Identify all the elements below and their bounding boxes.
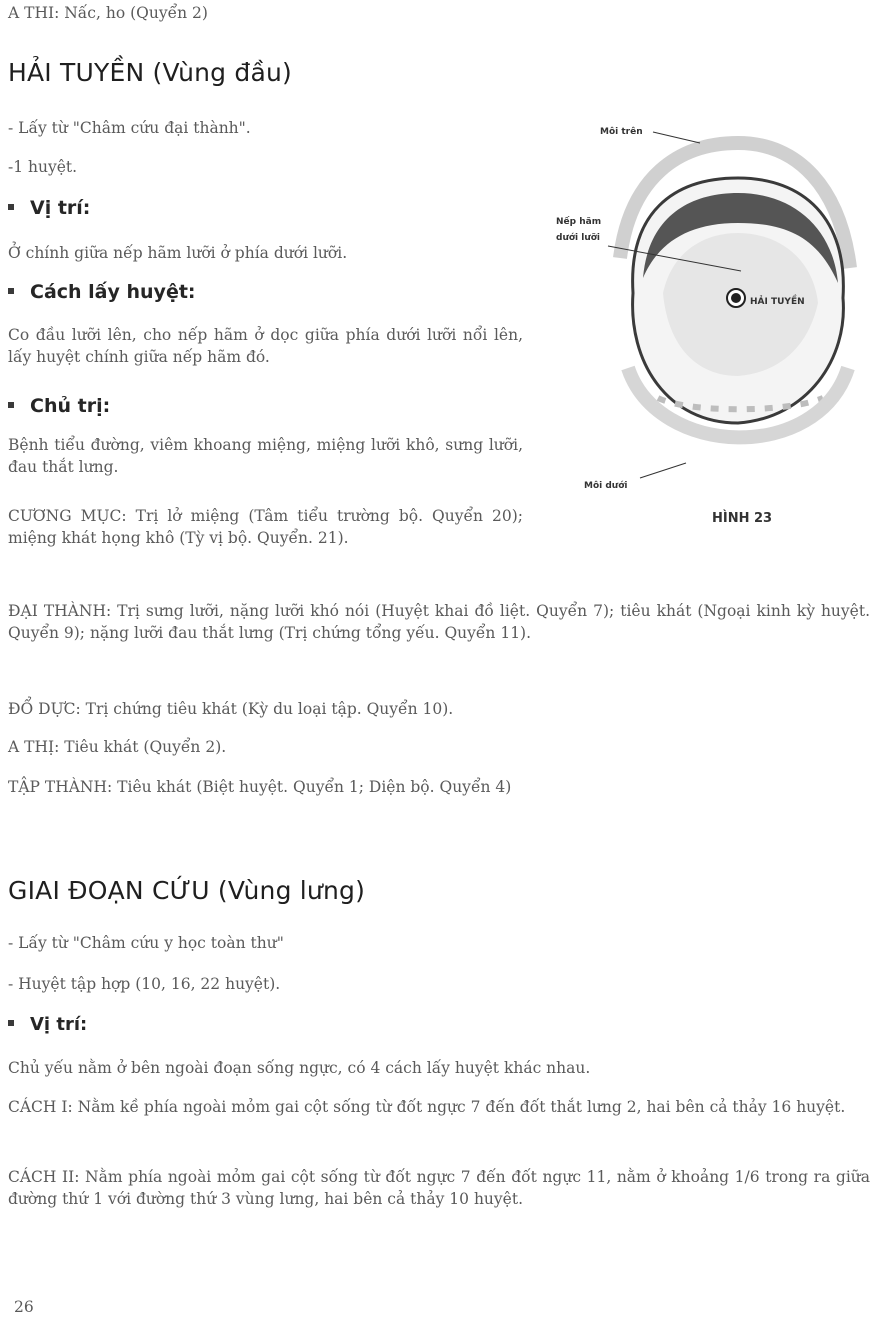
- label-upper-lip: Môi trên: [600, 127, 643, 137]
- top-line: A THI: Nấc, ho (Quyển 2): [8, 4, 208, 22]
- label-point: HẢI TUYỀN: [750, 297, 805, 307]
- chu-tri-text: Bệnh tiểu đường, viêm khoang miệng, miệng lưỡi khô, sưng lưỡi, đau thắt lưng.: [8, 436, 523, 476]
- bullet-icon: [8, 1020, 14, 1026]
- heading-vi-tri-2: Vị trí:: [8, 1014, 87, 1035]
- figure-mouth: [548, 118, 870, 500]
- do-duc-text: ĐỔ DỰC: Trị chứng tiêu khát (Kỳ du loại tập. Quyển 10).: [8, 700, 454, 718]
- count-line-2: - Huyệt tập hợp (10, 16, 22 huyệt).: [8, 975, 281, 993]
- dai-thanh-text: ĐẠI THÀNH: Trị sưng lưỡi, nặng lưỡi khó nói (Huyệt khai đồ liệt. Quyển 7); tiêu khát (Ngoại kinh kỳ huyệt. Quyển 9); nặng lưỡi đau thắt lưng (Trị chứng tổng yếu. Quyển 11).: [8, 602, 870, 642]
- cach-lay-text: Co đầu lưỡi lên, cho nếp hãm ở dọc giữa phía dưới lưỡi nổi lên, lấy huyệt chính giữa nếp hãm đó.: [8, 326, 523, 366]
- count-line: -1 huyệt.: [8, 158, 78, 176]
- bullet-icon: [8, 402, 14, 408]
- bullet-icon: [8, 204, 14, 210]
- source-line: - Lấy từ "Châm cứu đại thành".: [8, 119, 251, 137]
- vi-tri-text-2: Chủ yếu nằm ở bên ngoài đoạn sống ngực, có 4 cách lấy huyệt khác nhau.: [8, 1059, 591, 1077]
- cach-2-text: CÁCH II: Nằm phía ngoài mỏm gai cột sống từ đốt ngực 7 đến đốt ngực 11, nằm ở khoảng 1/6 trong ra giữa đường thứ 1 với đường thứ 3 vùng lưng, hai bên cả thảy 10 huyệt.: [8, 1168, 870, 1208]
- heading-vi-tri: Vị trí:: [8, 197, 90, 219]
- page-number: 26: [14, 1298, 34, 1316]
- cach-1-text: CÁCH I: Nằm kề phía ngoài mỏm gai cột sống từ đốt ngực 7 đến đốt thắt lưng 2, hai bên cả thảy 16 huyệt.: [8, 1098, 846, 1116]
- source-line-2: - Lấy từ "Châm cứu y học toàn thư": [8, 934, 284, 952]
- bullet-icon: [8, 288, 14, 294]
- section-title-hai-tuyen: HẢI TUYỀN (Vùng đầu): [8, 58, 292, 87]
- label-fold-line2: dưới lưỡi: [556, 233, 601, 243]
- label-fold-line1: Nếp hãm: [556, 217, 602, 227]
- cuong-muc-text: CƯƠNG MỤC: Trị lở miệng (Tâm tiểu trường bộ. Quyển 20); miệng khát họng khô (Tỳ vị bộ. Quyển. 21).: [8, 507, 523, 547]
- heading-cach-lay: Cách lấy huyệt:: [8, 281, 196, 303]
- a-thi-text: A THỊ: Tiêu khát (Quyển 2).: [8, 738, 227, 756]
- section-title-giai-doan-cuu: GIAI ĐOẠN CỨU (Vùng lưng): [8, 876, 366, 905]
- figure-caption: HÌNH 23: [712, 511, 773, 526]
- label-lower-lip: Môi dưới: [584, 481, 628, 491]
- vi-tri-text: Ở chính giữa nếp hãm lưỡi ở phía dưới lưỡi.: [8, 244, 348, 262]
- heading-chu-tri: Chủ trị:: [8, 395, 110, 417]
- tap-thanh-text: TẬP THÀNH: Tiêu khát (Biệt huyệt. Quyển 1; Diện bộ. Quyển 4): [8, 778, 512, 796]
